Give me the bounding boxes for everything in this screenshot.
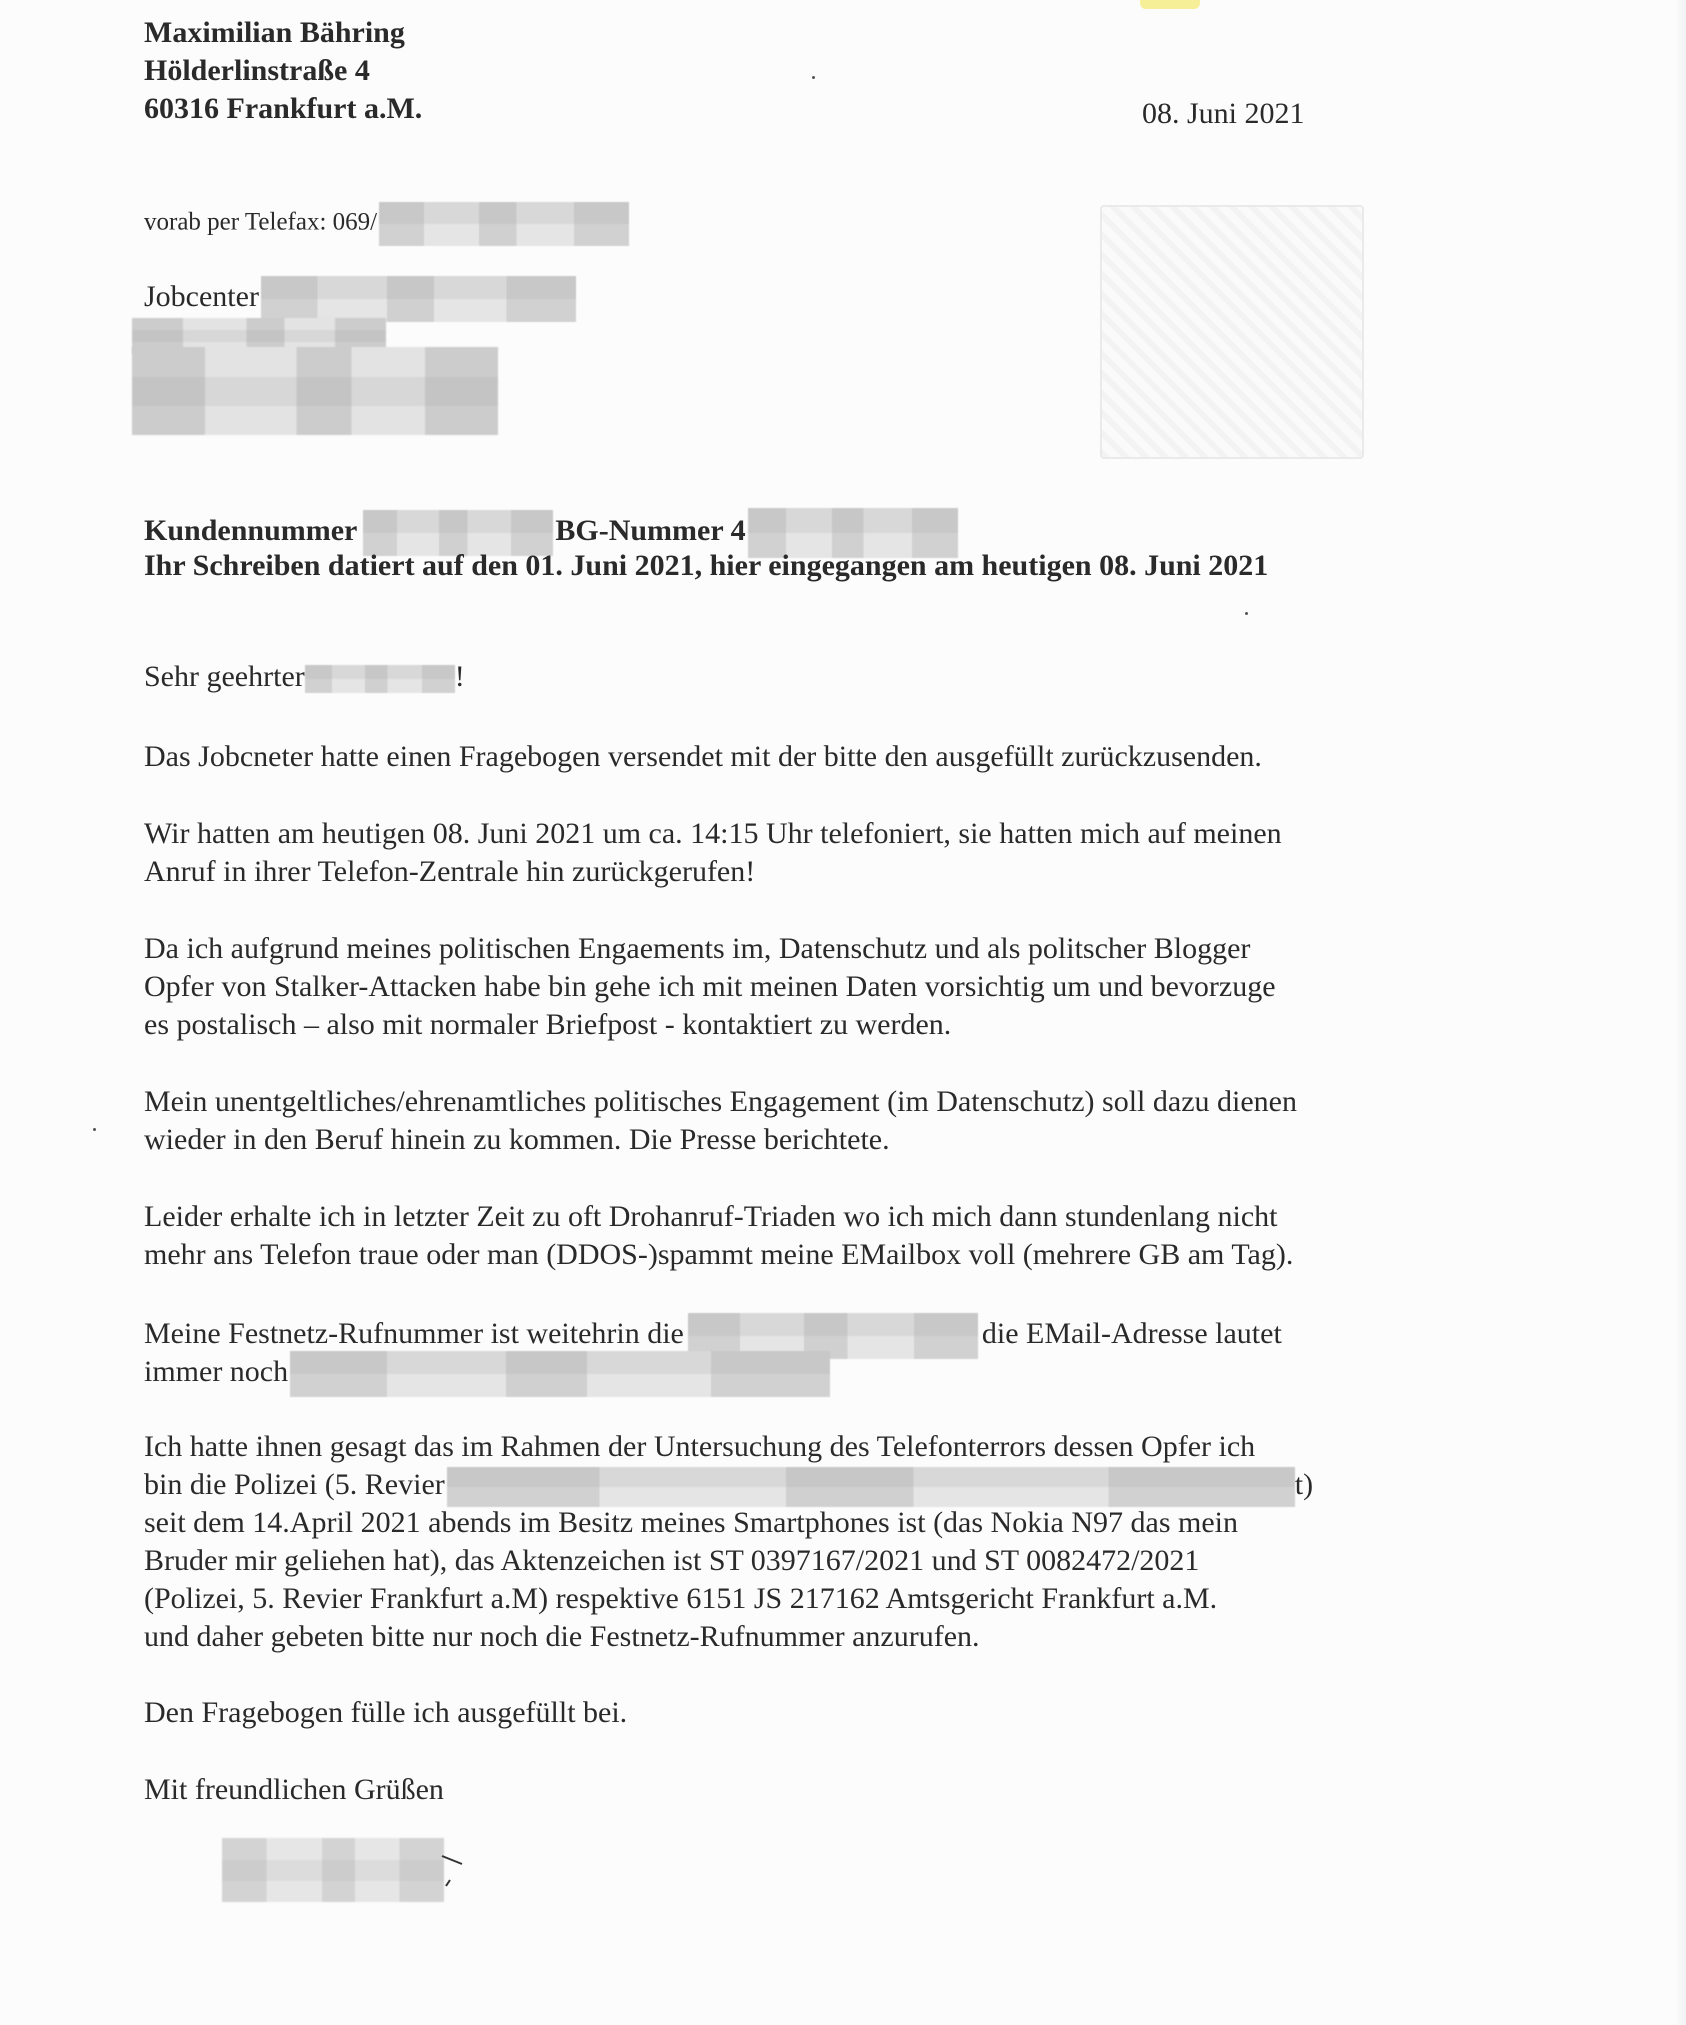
paragraph-5-line-1: Leider erhalte ich in letzter Zeit zu oft Drohanruf-Triaden wo ich mich dann stundenlang nicht	[144, 1200, 1278, 1233]
paragraph-3-line-1: Da ich aufgrund meines politischen Engaements im, Datenschutz und als politscher Blogger	[144, 932, 1251, 965]
scan-speck	[812, 76, 815, 79]
redacted-police-address	[447, 1467, 1295, 1507]
paragraph-1: Das Jobcneter hatte einen Fragebogen versendet mit der bitte den ausgefüllt zurückzusenden.	[144, 740, 1262, 773]
closing: Mit freundlichen Grüßen	[144, 1773, 444, 1806]
signature-stroke	[440, 1850, 466, 1890]
recipient-name: Jobcenter	[144, 279, 259, 313]
redacted-address-block	[132, 347, 498, 435]
redacted-signature	[222, 1838, 444, 1902]
scan-speck	[93, 1128, 96, 1131]
paragraph-6-text-b: die EMail-Adresse lautet	[981, 1316, 1282, 1350]
letter-date: 08. Juni 2021	[1142, 97, 1305, 130]
scan-speck	[1245, 612, 1248, 615]
redacted-recipient	[261, 276, 576, 322]
redacted-salutation-name	[305, 665, 455, 693]
paragraph-7-line-3: seit dem 14.April 2021 abends im Besitz meines Smartphones ist (das Nokia N97 das mein	[144, 1506, 1239, 1539]
sender-city: 60316 Frankfurt a.M.	[144, 92, 423, 125]
sender-name: Maximilian Bähring	[144, 16, 405, 49]
redacted-email	[290, 1351, 830, 1397]
paragraph-7-text-b: t)	[1294, 1468, 1314, 1501]
paragraph-7-line-6: und daher gebeten bitte nur noch die Festnetz-Rufnummer anzurufen.	[144, 1620, 980, 1653]
recipient-line	[144, 276, 576, 322]
bg-number-label: BG-Nummer 4	[555, 513, 746, 547]
paragraph-6-line-2	[144, 1351, 830, 1397]
paragraph-7-text-a: bin die Polizei (5. Revier	[144, 1468, 445, 1501]
salutation-text: Sehr geehrter	[144, 660, 305, 693]
paragraph-2-line-1: Wir hatten am heutigen 08. Juni 2021 um ca. 14:15 Uhr telefoniert, sie hatten mich auf meinen	[144, 817, 1282, 850]
paragraph-4-line-1: Mein unentgeltliches/ehrenamtliches politisches Engagement (im Datenschutz) soll dazu dienen	[144, 1085, 1297, 1118]
paragraph-7-line-1: Ich hatte ihnen gesagt das im Rahmen der Untersuchung des Telefonterrors dessen Opfer ich	[144, 1430, 1256, 1463]
highlighter-mark	[1140, 0, 1200, 9]
paragraph-6-text-a: Meine Festnetz-Rufnummer ist weitehrin die	[144, 1316, 684, 1350]
paragraph-3-line-3: es postalisch – also mit normaler Briefpost - kontaktiert zu werden.	[144, 1008, 952, 1041]
salutation-end: !	[454, 660, 465, 693]
show-through-stamp	[1100, 205, 1364, 459]
paragraph-7-line-2	[144, 1466, 1313, 1507]
paragraph-2-line-2: Anruf in ihrer Telefon-Zentrale hin zurückgerufen!	[144, 855, 756, 888]
paragraph-7-line-4: Bruder mir geliehen hat), das Aktenzeichen ist ST 0397167/2021 und ST 0082472/2021	[144, 1544, 1200, 1577]
sender-street: Hölderlinstraße 4	[144, 54, 370, 87]
paragraph-3-line-2: Opfer von Stalker-Attacken habe bin gehe ich mit meinen Daten vorsichtig um und bevorzuge	[144, 970, 1276, 1003]
fax-line-text: vorab per Telefax: 069/	[144, 208, 378, 236]
fax-line	[144, 202, 629, 246]
paragraph-5-line-2: mehr ans Telefon traue oder man (DDOS-)spammt meine EMailbox voll (mehrere GB am Tag).	[144, 1238, 1294, 1271]
paragraph-6-text-c: immer noch	[144, 1354, 289, 1388]
salutation	[144, 658, 465, 696]
customer-number-label: Kundennummer	[144, 513, 358, 547]
paragraph-7-line-5: (Polizei, 5. Revier Frankfurt a.M) respektive 6151 JS 217162 Amtsgericht Frankfurt a.M.	[144, 1582, 1218, 1615]
paragraph-8: Den Fragebogen fülle ich ausgefüllt bei.	[144, 1696, 628, 1729]
redacted-fax-number	[379, 202, 629, 246]
subject-line-2: Ihr Schreiben datiert auf den 01. Juni 2021, hier eingegangen am heutigen 08. Juni 2021	[144, 549, 1269, 582]
paragraph-4-line-2: wieder in den Beruf hinein zu kommen. Die Presse berichtete.	[144, 1123, 890, 1156]
